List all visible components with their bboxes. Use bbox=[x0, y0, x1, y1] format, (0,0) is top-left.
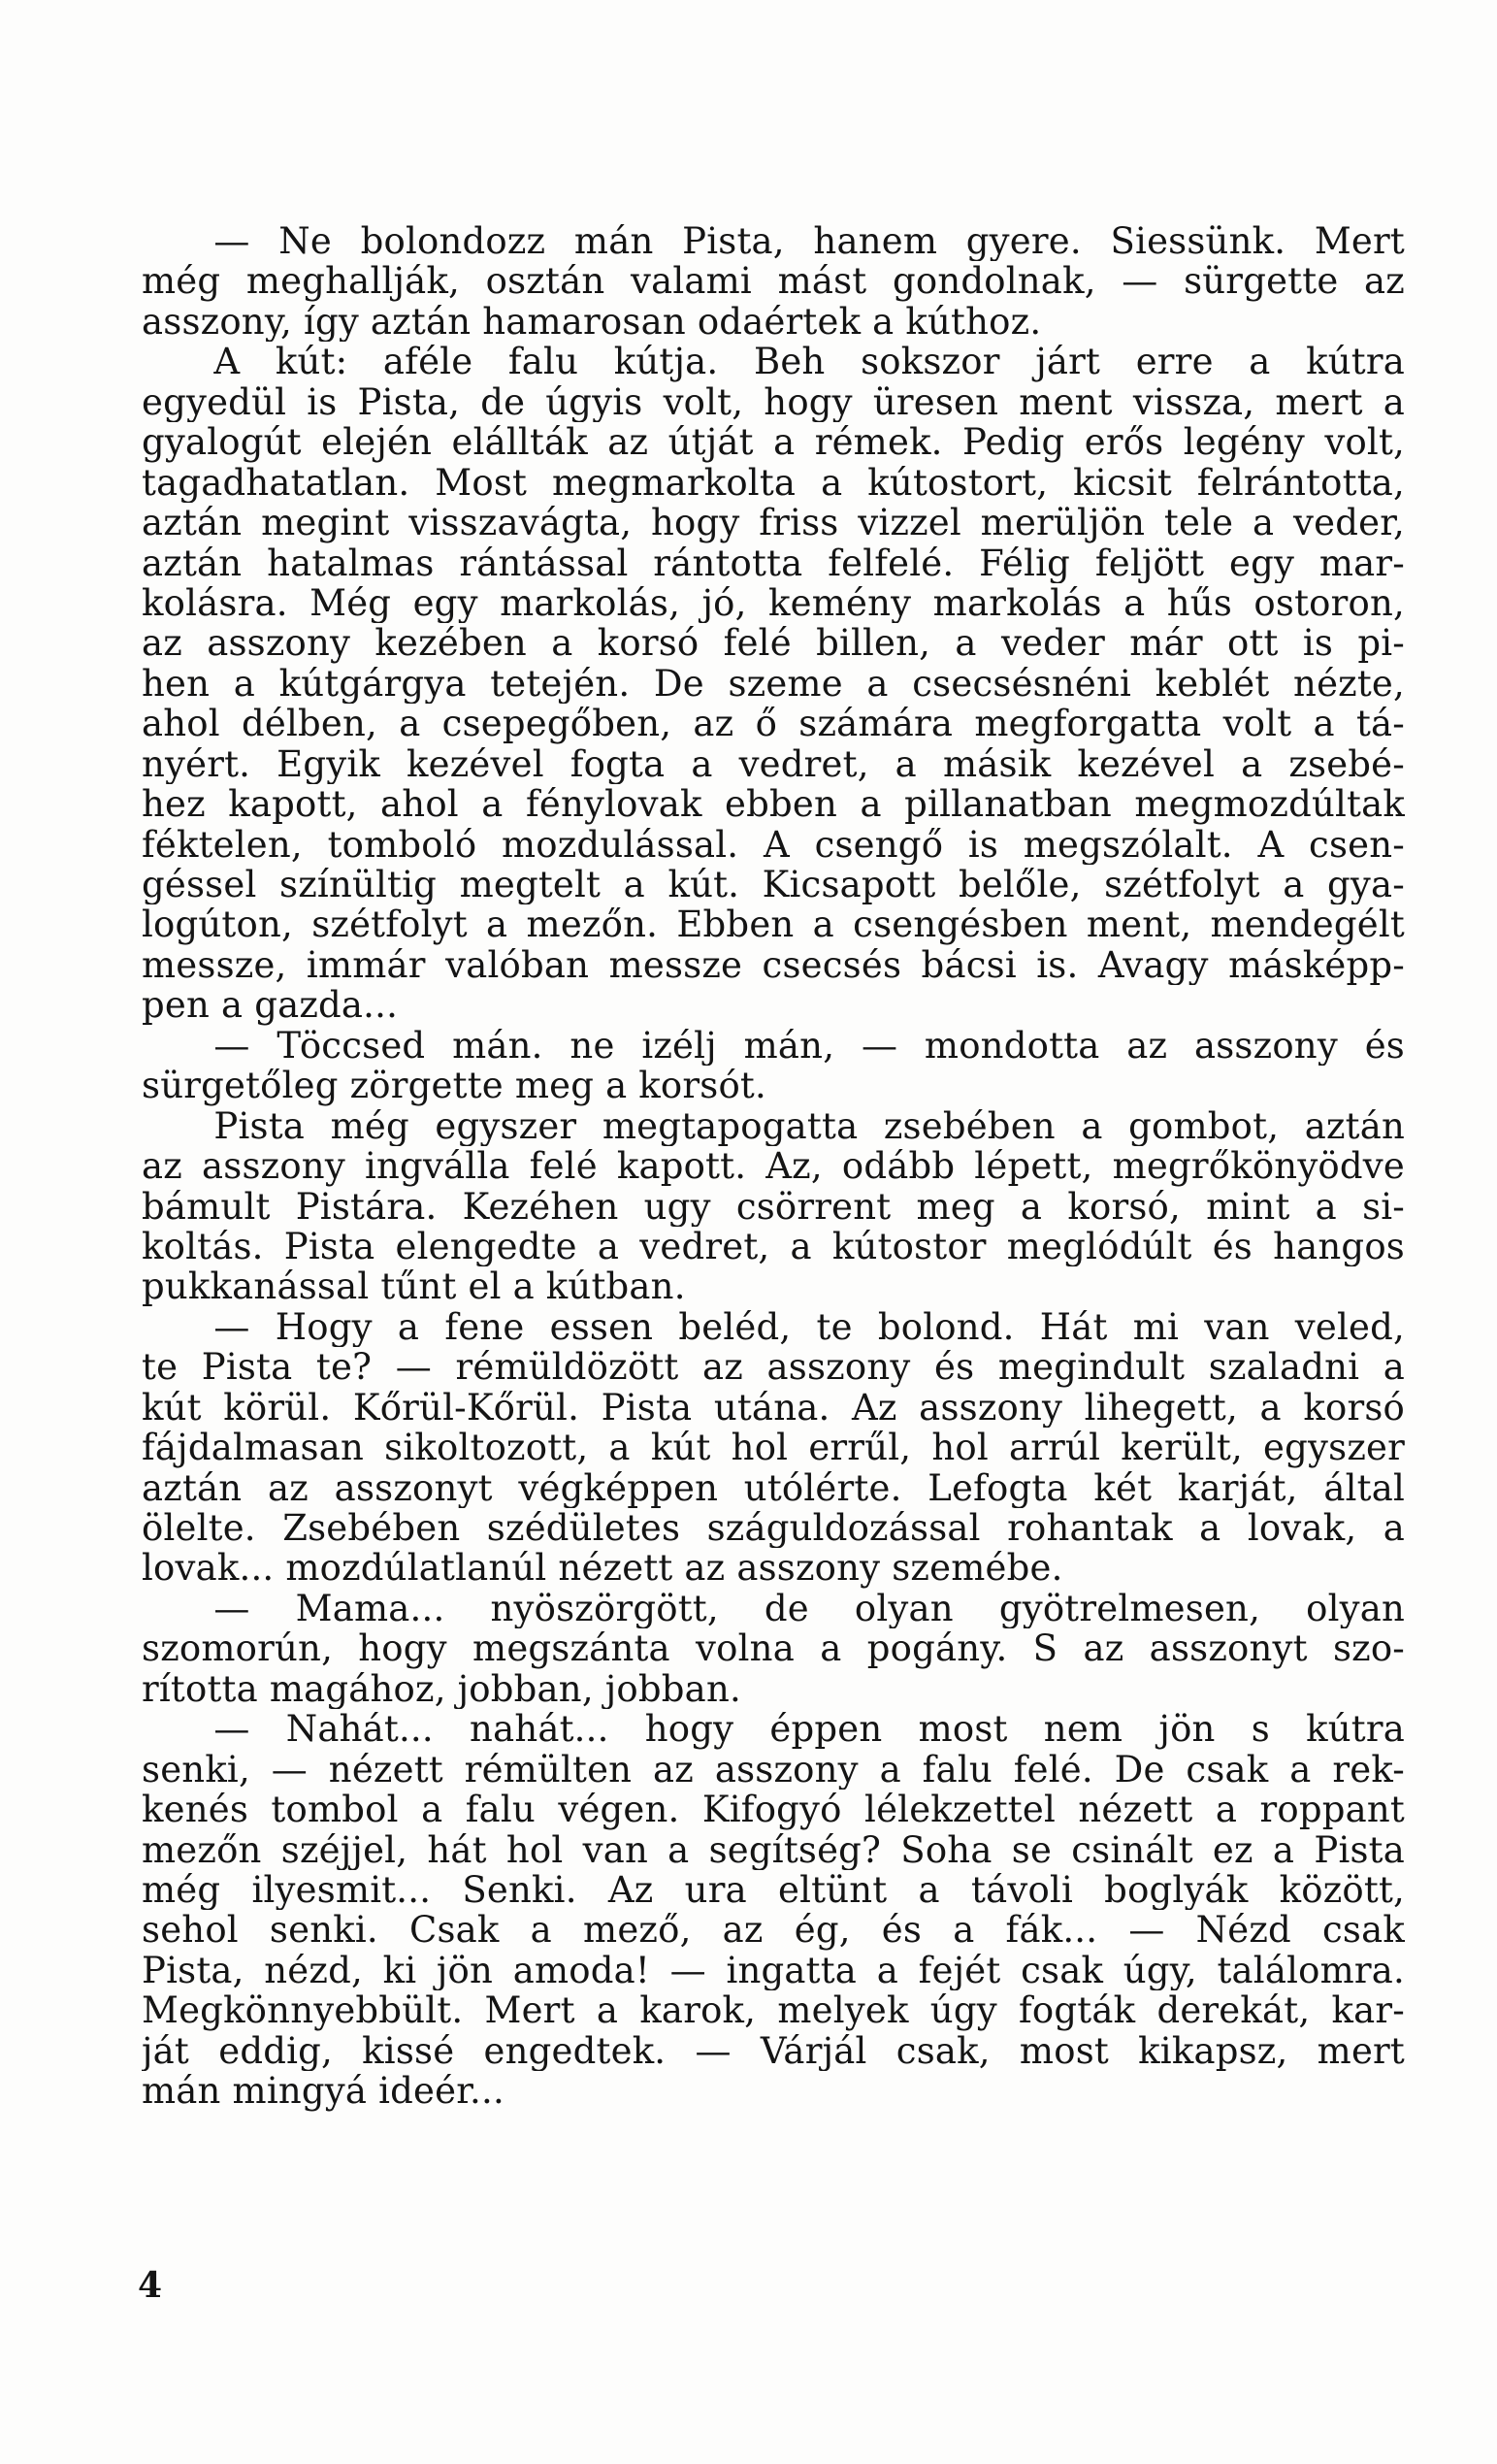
text-line: — Ne bolondozz mán Pista, hanem gyere. Siessünk. Mert bbox=[142, 221, 1405, 262]
text-line: még meghallják, osztán valami mást gondolnak, — sürgette az bbox=[142, 261, 1405, 302]
text-line: Megkönnyebbült. Mert a karok, melyek úgy fogták derekát, kar- bbox=[142, 1990, 1405, 2031]
text-line: kút körül. Kőrül-Kőrül. Pista utána. Az asszony lihegett, a korsó bbox=[142, 1387, 1405, 1429]
text-line: mezőn széjjel, hát hol van a segítség? Soha se csinált ez a Pista bbox=[142, 1829, 1405, 1870]
text-line: sürgetőleg zörgette meg a korsót. bbox=[142, 1066, 766, 1106]
page-number: 4 bbox=[138, 2265, 163, 2306]
text-line: tagadhatatlan. Most megmarkolta a kútostort, kicsit felrántotta, bbox=[142, 462, 1405, 504]
text-line: gyalogút elején elállták az útját a rémek. Pedig erős legény volt, bbox=[142, 422, 1405, 463]
text-line: még ilyesmit... Senki. Az ura eltünt a távoli boglyák között, bbox=[142, 1869, 1405, 1911]
text-line: lovak... mozdúlatlanúl nézett az asszony szemébe. bbox=[142, 1548, 1063, 1589]
text-line: koltás. Pista elengedte a vedret, a kútostor meglódúlt és hangos bbox=[142, 1226, 1405, 1267]
text-line: bámult Pistára. Kezéhen ugy csörrent meg a korsó, mint a si- bbox=[142, 1186, 1405, 1227]
text-line: szomorún, hogy megszánta volna a pogány. S az asszonyt szo- bbox=[142, 1628, 1405, 1669]
body-text bbox=[142, 221, 1405, 2112]
text-line: egyedül is Pista, de úgyis volt, hogy üresen ment vissza, mert a bbox=[142, 381, 1405, 423]
text-line: ölelte. Zsebében szédületes száguldozással rohantak a lovak, a bbox=[142, 1508, 1405, 1549]
text-line: hez kapott, ahol a fénylovak ebben a pillanatban megmozdúltak bbox=[142, 784, 1405, 825]
text-line: A kút: aféle falu kútja. Beh sokszor járt erre a kútra bbox=[142, 342, 1405, 382]
text-line: pukkanással tűnt el a kútban. bbox=[142, 1266, 686, 1307]
text-line: ahol délben, a csepegőben, az ő számára megforgatta volt a tá- bbox=[142, 704, 1405, 744]
text-line: — Mama... nyöszörgött, de olyan gyötrelmesen, olyan bbox=[142, 1588, 1405, 1629]
text-line: hen a kútgárgya tetején. De szeme a csecsésnéni keblét nézte, bbox=[142, 663, 1405, 705]
text-line: az asszony kezében a korsó felé billen, a veder már ott is pi- bbox=[142, 623, 1405, 664]
text-line: ját eddig, kissé engedtek. — Várjál csak, most kikapsz, mert bbox=[142, 2030, 1405, 2072]
text-line: fájdalmasan sikoltozott, a kút hol errűl, hol arrúl került, egyszer bbox=[142, 1428, 1405, 1468]
text-line: aztán megint visszavágta, hogy friss vizzel merüljön tele a veder, bbox=[142, 503, 1405, 543]
text-line: kenés tombol a falu végen. Kifogyó lélekzettel nézett a roppant bbox=[142, 1790, 1405, 1830]
text-line: — Hogy a fene essen beléd, te bolond. Hát mi van veled, bbox=[142, 1306, 1405, 1348]
text-line: féktelen, tomboló mozdulással. A csengő is megszólalt. A csen- bbox=[142, 824, 1405, 865]
text-line: — Nahát... nahát... hogy éppen most nem jön s kútra bbox=[142, 1709, 1405, 1750]
text-line: az asszony ingválla felé kapott. Az, odább lépett, megrőkönyödve bbox=[142, 1146, 1405, 1187]
text-line: Pista, nézd, ki jön amoda! — ingatta a fejét csak úgy, találomra. bbox=[142, 1950, 1405, 1991]
text-line: logúton, szétfolyt a mezőn. Ebben a csengésben ment, mendegélt bbox=[142, 904, 1405, 945]
text-line: aztán az asszonyt végképpen utólérte. Lefogta két karját, által bbox=[142, 1467, 1405, 1508]
text-line: kolásra. Még egy markolás, jó, kemény markolás a hűs ostoron, bbox=[142, 582, 1405, 624]
text-line: pen a gazda... bbox=[142, 985, 399, 1026]
text-line: — Töccsed mán. ne izélj mán, — mondotta az asszony és bbox=[142, 1025, 1405, 1067]
text-line: te Pista te? — rémüldözött az asszony és megindult szaladni a bbox=[142, 1347, 1405, 1388]
text-line: nyért. Egyik kezével fogta a vedret, a másik kezével a zsebé- bbox=[142, 743, 1405, 785]
text-line: mán mingyá ideér... bbox=[142, 2071, 504, 2112]
text-line: aztán hatalmas rántással rántotta felfelé. Félig feljött egy mar- bbox=[142, 542, 1405, 583]
text-line: messze, immár valóban messze csecsés bácsi is. Avagy másképp- bbox=[142, 944, 1405, 986]
text-line: senki, — nézett rémülten az asszony a falu felé. De csak a rek- bbox=[142, 1749, 1405, 1791]
text-line: Pista még egyszer megtapogatta zsebében a gombot, aztán bbox=[142, 1105, 1405, 1147]
text-line: géssel színültig megtelt a kút. Kicsapott belőle, szétfolyt a gya- bbox=[142, 865, 1405, 905]
text-line: rította magához, jobban, jobban. bbox=[142, 1668, 741, 1710]
text-line: sehol senki. Csak a mező, az ég, és a fák... — Nézd csak bbox=[142, 1910, 1405, 1951]
text-line: asszony, így aztán hamarosan odaértek a kúthoz. bbox=[142, 301, 1042, 343]
